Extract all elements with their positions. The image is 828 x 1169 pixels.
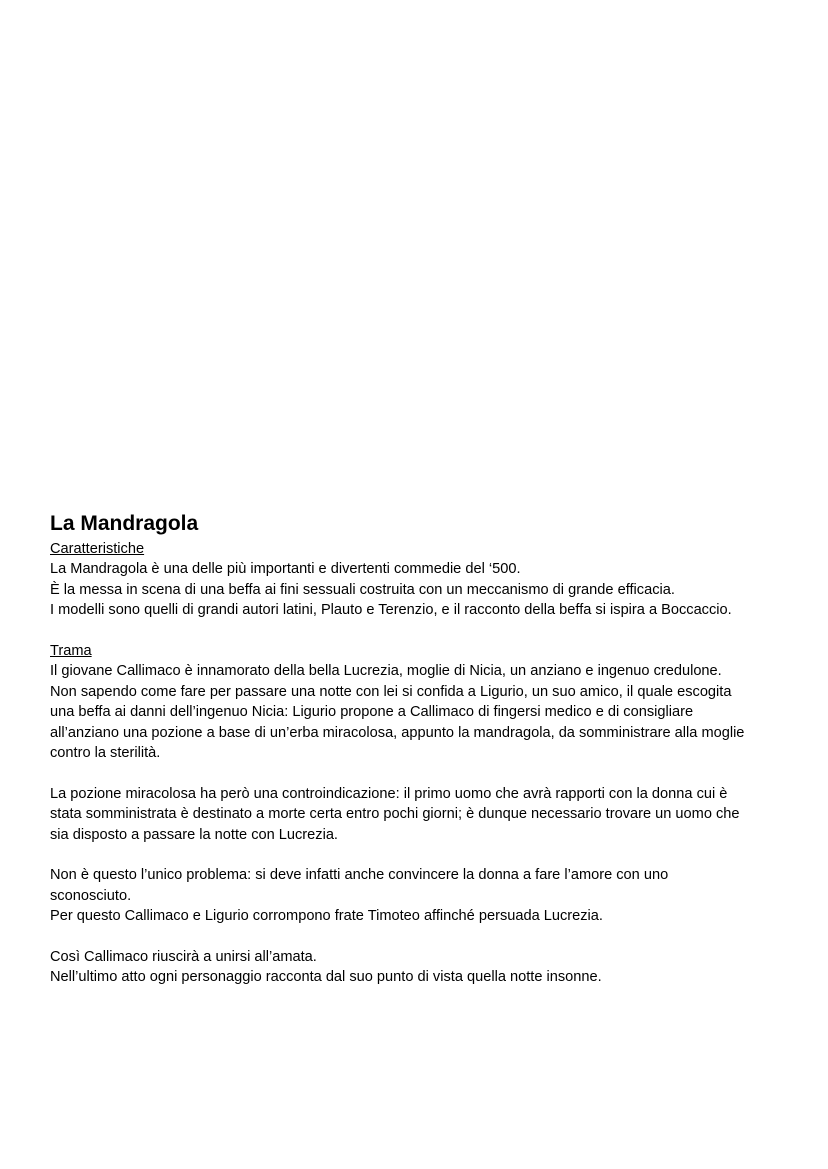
- text-line: La Mandragola è una delle più importanti e divertenti commedie del ‘500.: [50, 561, 521, 578]
- section-trama: [50, 641, 790, 988]
- section-heading-trama: Trama: [50, 643, 92, 660]
- text-line: sconosciuto.: [50, 887, 132, 904]
- paragraph-spacer: [50, 845, 790, 865]
- section-heading-caratteristiche: Caratteristiche: [50, 541, 145, 557]
- paragraph-spacer: [50, 763, 790, 783]
- paragraph: [50, 661, 790, 763]
- text-line: stata somministrata è destinato a morte certa entro pochi giorni; è dunque necessario trovare un uomo che: [50, 806, 740, 823]
- text-line: Non è questo l’unico problema: si deve infatti anche convincere la donna a fare l’amore con uno: [50, 867, 669, 884]
- text-line: contro la sterilità.: [50, 745, 161, 762]
- text-line: sia disposto a passare la notte con Lucrezia.: [50, 826, 338, 843]
- paragraph: [50, 947, 790, 988]
- text-line: Per questo Callimaco e Ligurio corrompono frate Timoteo affinché persuada Lucrezia.: [50, 908, 603, 925]
- text-line: una beffa ai danni dell’ingenuo Nicia: Ligurio propone a Callimaco di fingersi medico e di consigliare: [50, 704, 694, 721]
- section-caratteristiche: [50, 539, 790, 621]
- text-line: all’anziano una pozione a base di un’erba miracolosa, appunto la mandragola, da somministrare alla moglie: [50, 724, 745, 741]
- paragraph: [50, 784, 790, 845]
- text-line: Non sapendo come fare per passare una notte con lei si confida a Ligurio, un suo amico, il quale escogita: [50, 683, 732, 700]
- text-line: È la messa in scena di una beffa ai fini sessuali costruita con un meccanismo di grande efficacia.: [50, 581, 675, 598]
- document-title: La Mandragola: [50, 512, 199, 535]
- paragraph-spacer: [50, 927, 790, 947]
- document-page: [50, 509, 790, 988]
- text-line: Il giovane Callimaco è innamorato della bella Lucrezia, moglie di Nicia, un anziano e ingenuo credulone.: [50, 663, 722, 680]
- text-line: Nell’ultimo atto ogni personaggio racconta dal suo punto di vista quella notte insonne.: [50, 969, 602, 986]
- paragraph-spacer: [50, 621, 790, 641]
- text-line: La pozione miracolosa ha però una controindicazione: il primo uomo che avrà rapporti con la donna cui è: [50, 785, 728, 802]
- paragraph: [50, 865, 790, 926]
- text-line: I modelli sono quelli di grandi autori latini, Plauto e Terenzio, e il racconto della beffa si ispira a Boccaccio.: [50, 602, 732, 619]
- text-line: Così Callimaco riuscirà a unirsi all’amata.: [50, 949, 317, 966]
